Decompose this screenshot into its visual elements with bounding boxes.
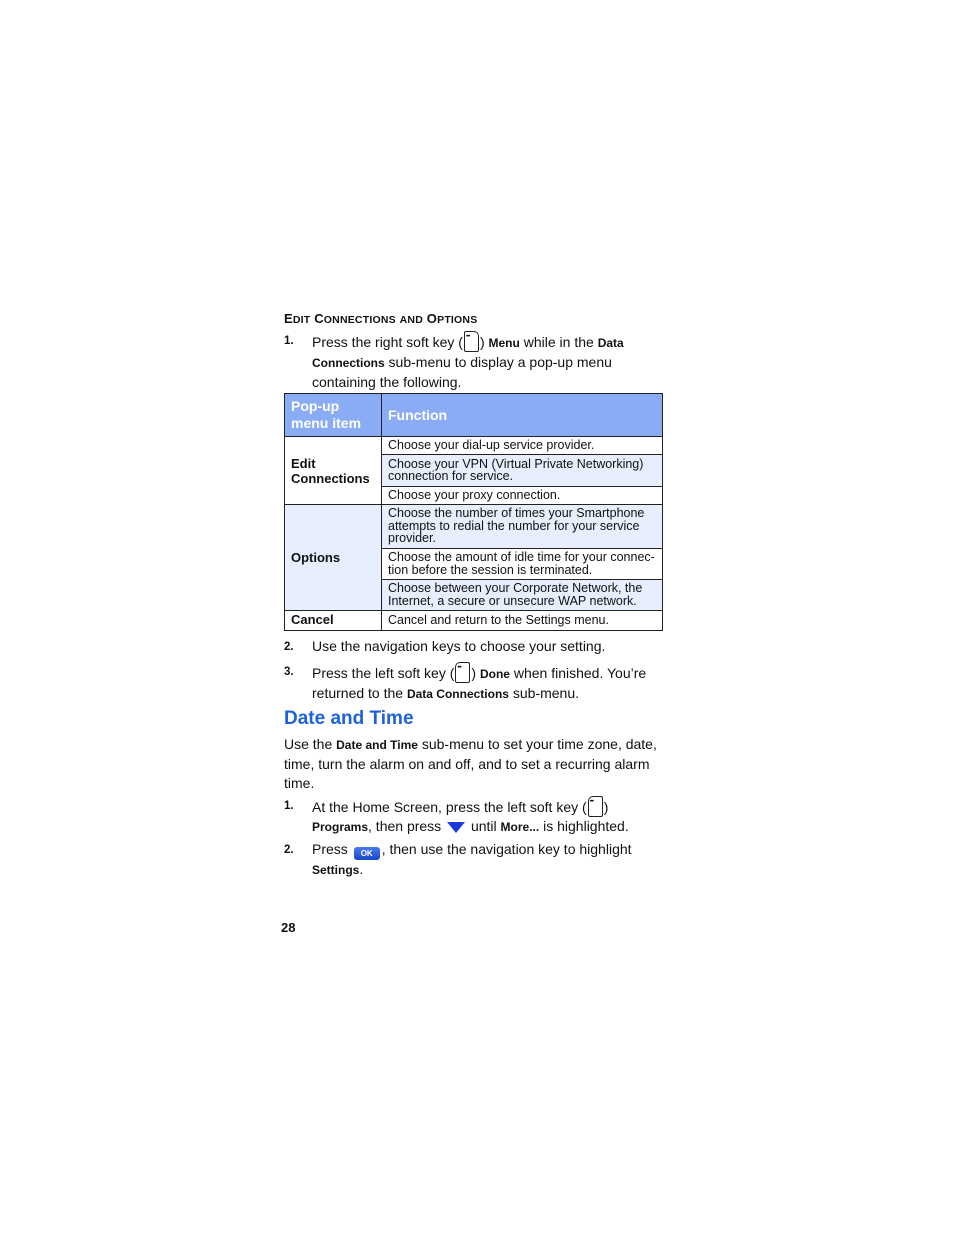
section-heading: EDIT CONNECTIONS AND OPTIONS xyxy=(284,311,478,326)
popup-menu-table xyxy=(284,393,663,631)
item-options: Options xyxy=(285,505,382,611)
col-header-item: Pop-up menu item xyxy=(285,394,382,437)
function-cell: Cancel and return to the Settings menu. xyxy=(382,611,663,631)
step-3: 3. Press the left soft key (••• ) Done when finished. You’re returned to the Data Connections sub-menu. xyxy=(284,662,674,704)
left-soft-key-icon xyxy=(455,662,470,683)
date-time-step-1: 1. At the Home Screen, press the left soft key (••• ) Programs, then press until More... is highlighted. xyxy=(284,796,674,837)
function-cell: Choose the amount of idle time for your connec-tion before the session is terminated. xyxy=(382,549,663,580)
page-number: 28 xyxy=(281,920,296,935)
date-time-step-2: 2. Press OK , then use the navigation key to highlight Settings. xyxy=(284,841,632,877)
step-1: 1. Press the right soft key (••• ) Menu while in the Data Connections sub-menu to display a pop-up menu containing the following. xyxy=(284,331,674,392)
step-2: 2. Use the navigation keys to choose your setting. xyxy=(284,638,606,654)
ok-key-icon: OK xyxy=(354,847,380,860)
function-cell: Choose your proxy connection. xyxy=(382,487,663,505)
item-edit-connections: Edit Connections xyxy=(285,437,382,505)
function-cell: Choose between your Corporate Network, the Internet, a secure or unsecure WAP network. xyxy=(382,580,663,611)
function-cell: Choose your dial-up service provider. xyxy=(382,437,663,455)
section-title-date-and-time: Date and Time xyxy=(284,708,414,729)
function-cell: Choose the number of times your Smartphone attempts to redial the number for your service provider. xyxy=(382,505,663,549)
left-soft-key-icon xyxy=(588,796,603,817)
date-time-intro: Use the Date and Time sub-menu to set your time zone, date, time, turn the alarm on and off, and to set a recurring alarm time. xyxy=(284,736,657,791)
right-soft-key-icon xyxy=(464,331,479,352)
col-header-function: Function xyxy=(382,394,663,437)
item-cancel: Cancel xyxy=(285,611,382,631)
nav-down-arrow-icon xyxy=(447,822,465,833)
function-cell: Choose your VPN (Virtual Private Networking) connection for service. xyxy=(382,455,663,487)
